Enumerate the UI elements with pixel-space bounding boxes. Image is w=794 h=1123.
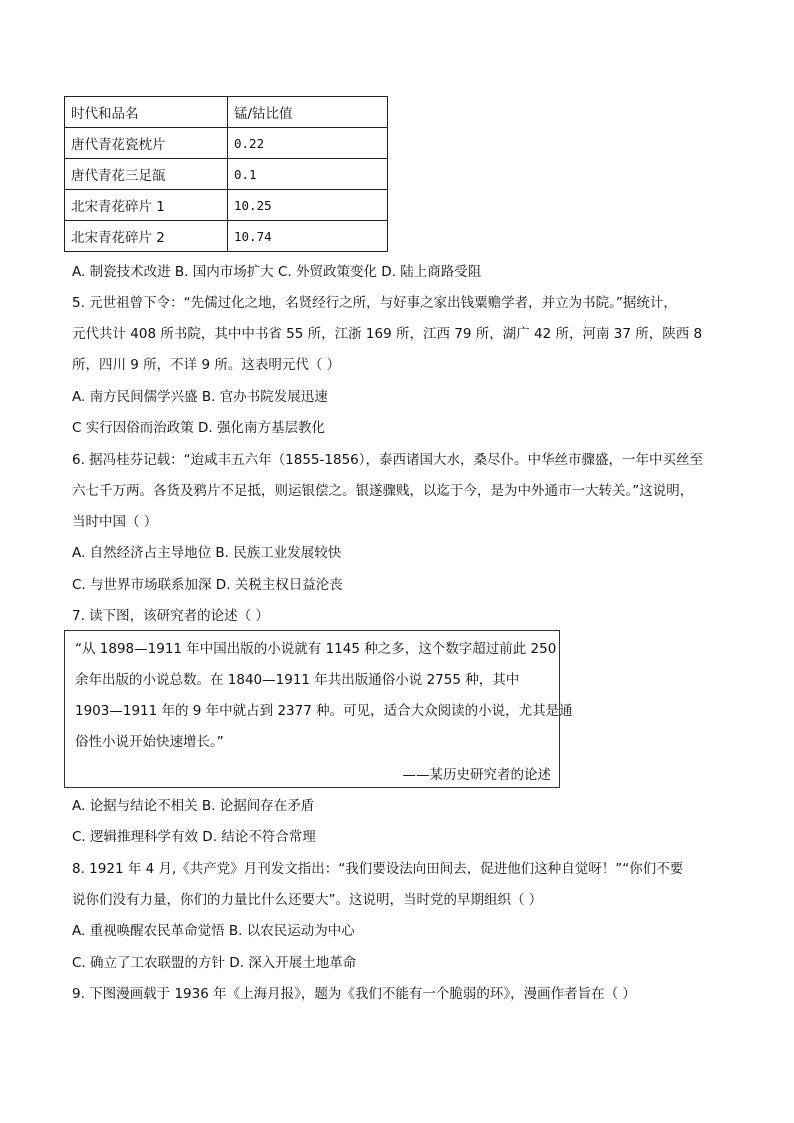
q6-options: A. 自然经济占主导地位 B. 民族工业发展较快: [72, 545, 342, 561]
quote-line: 1903—1911 年的 9 年中就占到 2377 种。可见，适合大众阅读的小说，尤其是通: [75, 703, 573, 719]
quote-box: [64, 630, 573, 788]
quote-line: 余年出版的小说总数。在 1840—1911 年共出版通俗小说 2755 种，其中: [75, 672, 520, 688]
q7-stem: 7. 读下图，该研究者的论述（ ）: [72, 608, 269, 624]
q7-options: A. 论据与结论不相关 B. 论据间存在矛盾: [72, 798, 315, 814]
table-header-cell: 时代和品名: [65, 97, 228, 128]
q5-stem-line: 5. 元世祖曾下令：“先儒过化之地，名贤经行之所，与好事之家出钱粟赡学者，并立为书院。”据统计，: [72, 295, 677, 311]
table-cell: 10.74: [228, 221, 388, 252]
table-cell: 10.25: [228, 190, 388, 221]
q8-stem-line: 说你们没有力量，你们的力量比什么还要大”。这说明，当时党的早期组织（ ）: [72, 892, 543, 908]
table-cell: 0.1: [228, 159, 388, 190]
table-row: [65, 221, 388, 252]
quote-line: 俗性小说开始快速增长。”: [75, 734, 224, 750]
q4-options: A. 制瓷技术改进 B. 国内市场扩大 C. 外贸政策变化 D. 陆上商路受阻: [72, 264, 482, 280]
table-row: [65, 190, 388, 221]
q6-options: C. 与世界市场联系加深 D. 关税主权日益沦丧: [72, 577, 343, 593]
q6-stem-line: 6. 据冯桂芬记载：“迨咸丰五六年（1855-1856），泰西诸国大水，桑尽仆。中华丝市骤盛，一年中买丝至: [72, 452, 703, 468]
ratio-table: [64, 96, 388, 252]
q5-stem-line: 所，四川 9 所，不详 9 所。这表明元代（ ）: [72, 357, 341, 373]
q5-stem-line: 元代共计 408 所书院，其中中书省 55 所，江浙 169 所，江西 79 所，湖广 42 所，河南 37 所，陕西 8: [72, 326, 703, 342]
table-cell: 唐代青花瓷枕片: [65, 128, 228, 159]
table-cell: 北宋青花碎片 2: [65, 221, 228, 252]
q9-stem: 9. 下图漫画载于 1936 年《上海月报》，题为《我们不能有一个脆弱的环》，漫画作者旨在（ ）: [72, 986, 636, 1002]
q6-stem-line: 当时中国（ ）: [72, 514, 158, 530]
table-header-cell: 锰/钴比值: [228, 97, 388, 128]
table-cell: 0.22: [228, 128, 388, 159]
q6-stem-line: 六七千万两。各货及鸦片不足抵，则运银偿之。银遂骤贱，以迄于今，是为中外通市一大转关。”这说明，: [72, 483, 694, 499]
table-row: [65, 128, 388, 159]
q8-options: A. 重视唤醒农民革命觉悟 B. 以农民运动为中心: [72, 923, 355, 939]
table-cell: 唐代青花三足瓿: [65, 159, 228, 190]
q5-options: A. 南方民间儒学兴盛 B. 官办书院发展迅速: [72, 389, 328, 405]
q5-options: C 实行因俗而治政策 D. 强化南方基层教化: [72, 420, 325, 436]
q8-stem-line: 8. 1921 年 4 月,《共产党》月刊发文指出：“我们要设法向田间去，促进他们这种自觉呀！”“你们不要: [72, 861, 684, 877]
table-row: [65, 159, 388, 190]
table-header-row: [65, 97, 388, 128]
table-cell: 北宋青花碎片 1: [65, 190, 228, 221]
quote-line: “从 1898—1911 年中国出版的小说就有 1145 种之多，这个数字超过前此 250: [75, 641, 557, 657]
quote-source: ——某历史研究者的论述: [402, 767, 551, 783]
q7-options: C. 逻辑推理科学有效 D. 结论不符合常理: [72, 829, 316, 845]
q8-options: C. 确立了工农联盟的方针 D. 深入开展土地革命: [72, 955, 357, 971]
